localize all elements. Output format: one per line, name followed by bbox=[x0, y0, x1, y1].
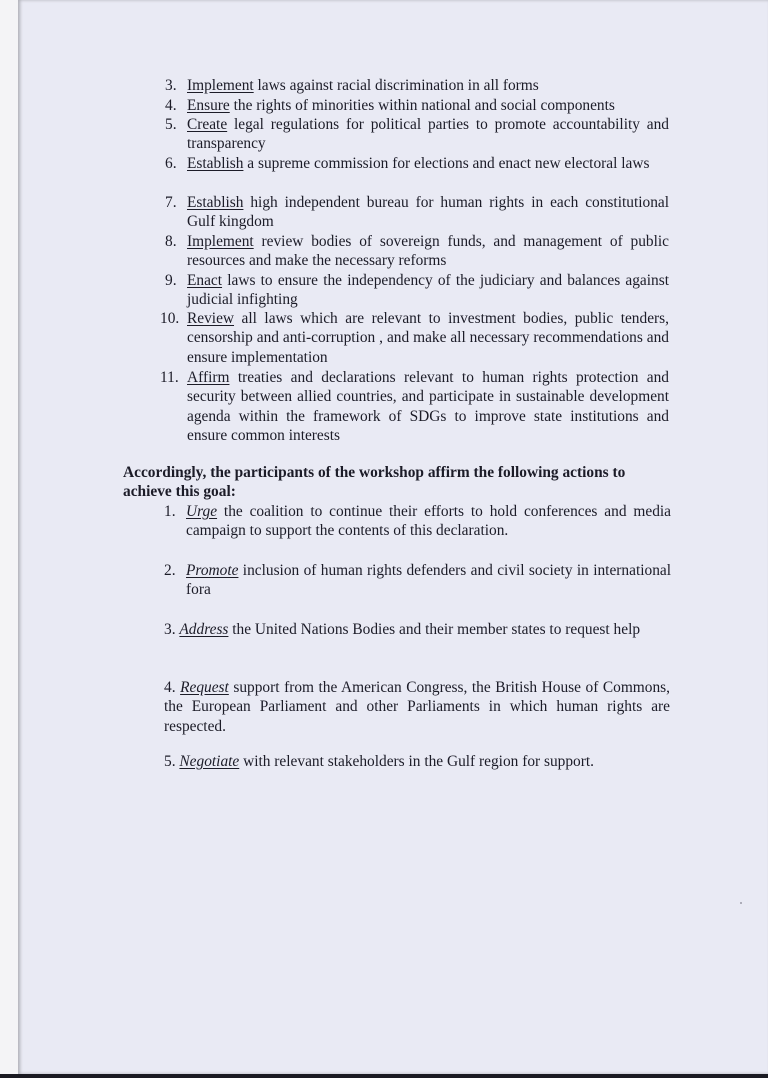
action-verb: Request bbox=[180, 679, 229, 696]
list-item bbox=[160, 309, 669, 367]
list-item-text: treaties and declarations relevant to human rights protection and security between allied countries, and participate in sustainable development agenda within the framework of SDGs to improve state institutions and ensure common interests bbox=[187, 369, 669, 445]
list-item-text: legal regulations for political parties to promote accountability and transparency bbox=[187, 116, 669, 153]
list-item bbox=[165, 193, 669, 232]
list-item-number: 9. bbox=[165, 272, 177, 289]
list-item-text: the rights of minorities within national and social components bbox=[229, 97, 615, 114]
action-number: 5. bbox=[164, 753, 176, 770]
action-number: 3. bbox=[164, 621, 176, 638]
action-verb: Negotiate bbox=[179, 753, 240, 770]
list-item bbox=[165, 115, 669, 154]
list-item-verb: Enact bbox=[187, 272, 223, 289]
action-item bbox=[164, 752, 670, 771]
scan-speck bbox=[740, 902, 742, 904]
list-item-verb: Ensure bbox=[187, 97, 230, 114]
list-item-verb: Establish bbox=[187, 155, 244, 172]
list-item-number: 3. bbox=[165, 77, 177, 94]
list-item-text: laws to ensure the independency of the judiciary and balances against judicial infighting bbox=[187, 272, 669, 309]
list-item bbox=[165, 154, 669, 173]
list-item-number: 7. bbox=[165, 194, 177, 211]
list-item-number: 4. bbox=[165, 97, 177, 114]
list-item bbox=[165, 96, 669, 115]
list-item-verb: Review bbox=[187, 310, 235, 327]
action-text: the United Nations Bodies and their member states to request help bbox=[228, 621, 641, 638]
action-text: inclusion of human rights defenders and civil society in international fora bbox=[186, 562, 671, 599]
list-item bbox=[165, 271, 669, 310]
list-item-number: 6. bbox=[165, 155, 177, 172]
action-number: 1. bbox=[164, 503, 176, 520]
action-verb: Urge bbox=[186, 503, 218, 520]
list-item-number: 10. bbox=[160, 310, 180, 327]
list-item-verb: Create bbox=[187, 116, 228, 133]
action-number: 4. bbox=[164, 679, 176, 696]
list-item bbox=[165, 232, 669, 271]
list-item-number: 8. bbox=[165, 233, 177, 250]
list-item-text: all laws which are relevant to investment bodies, public tenders, censorship and anti-corruption , and make all necessary recommendations and ensure implementation bbox=[187, 310, 669, 366]
action-verb: Promote bbox=[186, 562, 239, 579]
action-text: with relevant stakeholders in the Gulf region for support. bbox=[239, 753, 595, 770]
action-verb: Address bbox=[179, 621, 229, 638]
action-text: support from the American Congress, the British House of Commons, the European Parliament and other Parliaments in which human rights are respected. bbox=[164, 679, 671, 735]
list-item-verb: Implement bbox=[187, 233, 254, 250]
list-item bbox=[165, 76, 669, 95]
list-item-verb: Establish bbox=[187, 194, 244, 211]
action-item bbox=[164, 561, 671, 600]
actions-heading: Accordingly, the participants of the workshop affirm the following actions to achieve this goal: bbox=[123, 464, 626, 500]
list-item-text: a supreme commission for elections and enact new electoral laws bbox=[243, 155, 650, 172]
action-text: the coalition to continue their efforts to hold conferences and media campaign to support the contents of this declaration. bbox=[186, 503, 671, 540]
list-item-number: 5. bbox=[165, 116, 177, 133]
action-item bbox=[164, 502, 671, 541]
action-item bbox=[164, 620, 670, 639]
list-item-verb: Affirm bbox=[187, 369, 230, 386]
list-item-text: laws against racial discrimination in all forms bbox=[253, 77, 539, 94]
list-item-text: review bodies of sovereign funds, and management of public resources and make the necessary reforms bbox=[187, 233, 669, 270]
action-item bbox=[164, 678, 670, 736]
list-item-number: 11. bbox=[160, 369, 179, 386]
list-item bbox=[160, 368, 669, 446]
list-item-verb: Implement bbox=[187, 77, 254, 94]
list-item-text: high independent bureau for human rights in each constitutional Gulf kingdom bbox=[187, 194, 669, 231]
action-number: 2. bbox=[164, 562, 176, 579]
